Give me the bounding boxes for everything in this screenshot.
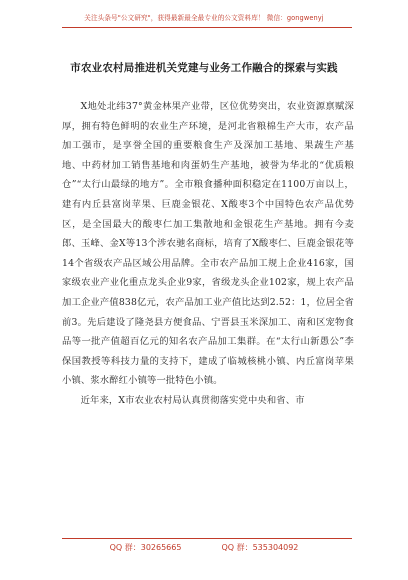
header-note: 关注头条号"公文研究"，获得最新最全最专业的公文资料库！ 微信：gongwenyj [84, 14, 324, 22]
document-title: 市农业农村局推进机关党建与业务工作融合的探索与实践 [70, 62, 338, 74]
header-divider [62, 27, 352, 28]
body-paragraph-2: 近年来，X市农业农村局认真贯彻落实党中央和省、市 [80, 394, 305, 406]
document-body [62, 97, 354, 411]
footer-qq-group-2: QQ 群：535304092 [221, 543, 299, 552]
footer-qq-group-1: QQ 群：30265665 [109, 543, 182, 552]
footer [0, 542, 408, 553]
body-paragraph-1: X地处北纬37°黄金林果产业带，区位优势突出，农业资源禀赋深厚，拥有特色鲜明的农业生产环境，是河北省粮棉生产大市，农产品加工强市，是享誉全国的重要粮食生产及深加工基地、果蔬生产基地、中药材加工销售基地和肉蛋奶生产基地，被誉为华北的“优质粮仓”“太行山最绿的地方”。全市粮食播种面积稳定在1100万亩以上，建有内丘县富岗苹果、巨鹿金银花、X酸枣3个中国特色农产品优势区，是全国最大的酸枣仁加工集散地和金银花生产基地。拥有今麦郎、玉峰、金X等13个涉农驰名商标，培育了X酸枣仁、巨鹿金银花等14个省级农产品区域公用品牌。全市农产品加工规上企业416家，国家级农业产业化重点龙头企业9家，省级龙头企业102家，规上农产品加工企业产值838亿元，农产品加工业产值比达到2.52：1，位居全省前3。先后建设了隆尧县方便食品、宁晋县玉米深加工、南和区宠物食品等一批产值超百亿元的知名农产品加工集群。在“太行山新愚公”李保国教授等科技力量的支持下，建成了临城核桃小镇、内丘富岗苹果小镇、浆水醉红小镇等一批特色小镇。 [62, 101, 355, 387]
footer-divider [62, 538, 352, 539]
